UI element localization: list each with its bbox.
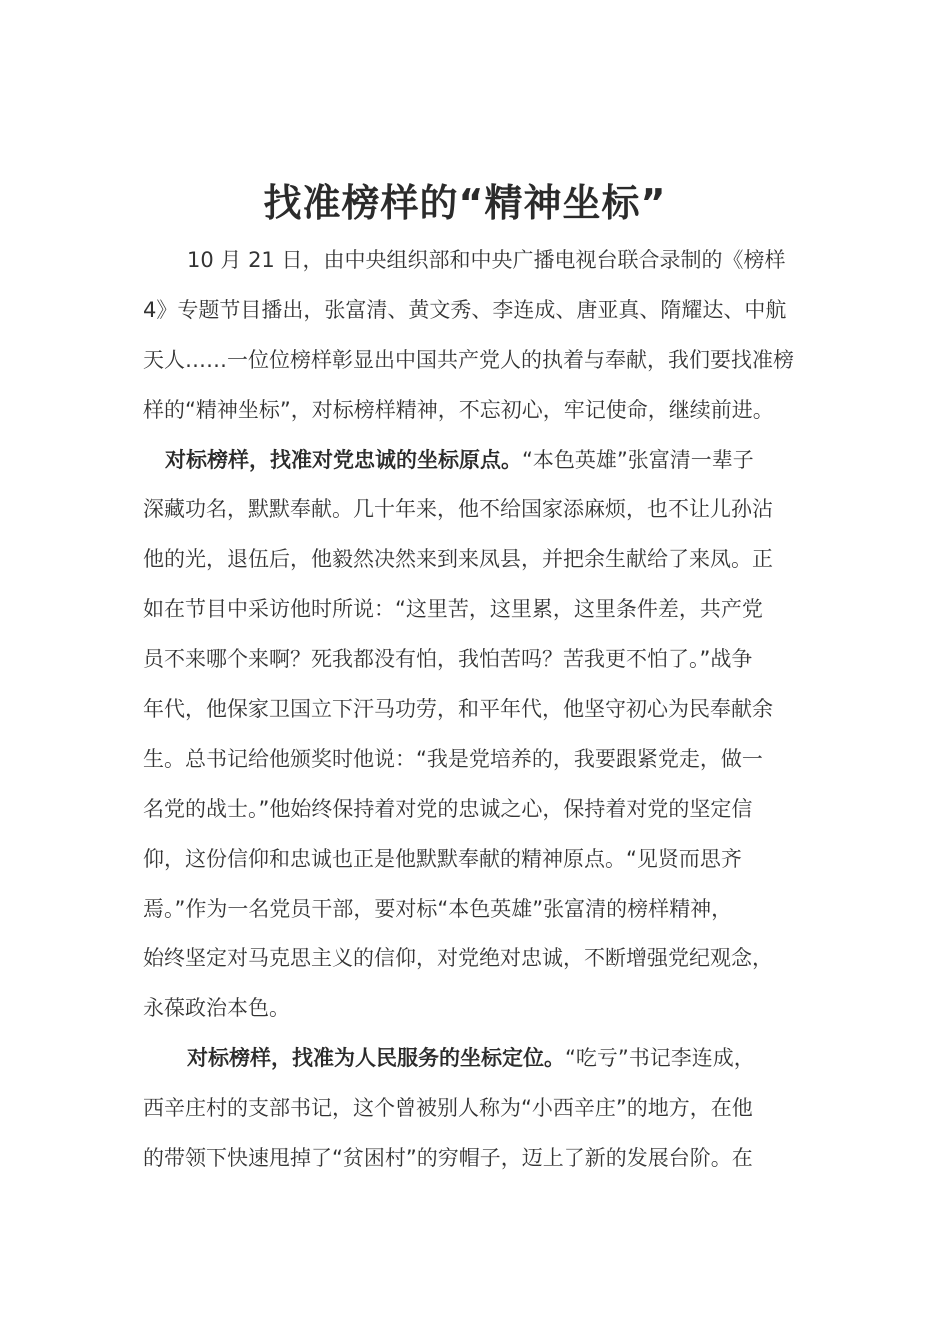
line-text: 样的“精神坐标”，对标榜样精神，不忘初心，牢记使命，继续前进。 <box>143 397 774 422</box>
text-line <box>143 735 808 785</box>
line-text: 天人……一位位榜样彰显出中国共产党人的执着与奉献，我们要找准榜 <box>143 347 794 372</box>
text-line <box>143 835 808 885</box>
line-text: 名党的战士。”他始终保持着对党的忠诚之心，保持着对党的坚定信 <box>143 796 753 821</box>
text-line <box>143 885 808 935</box>
document-title: 找准榜样的“精神坐标” <box>263 181 667 225</box>
line-text: 西辛庄村的支部书记，这个曾被别人称为“小西辛庄”的地方，在他 <box>143 1096 753 1121</box>
line-text: 他的光，退伍后，他毅然决然来到来凤县，并把余生献给了来凤。正 <box>143 547 773 572</box>
line-text: 年代，他保家卫国立下汗马功劳，和平年代，他坚守初心为民奉献余 <box>143 697 773 722</box>
text-line <box>143 436 808 486</box>
line-text: 仰，这份信仰和忠诚也正是他默默奉献的精神原点。“见贤而思齐 <box>143 846 742 871</box>
text-line <box>143 585 808 635</box>
text-line <box>143 535 808 585</box>
text-line <box>143 685 808 735</box>
line-text: 焉。”作为一名党员干部，要对标“本色英雄”张富清的榜样精神， <box>143 896 733 921</box>
line-text: 始终坚定对马克思主义的信仰，对党绝对忠诚，不断增强党纪观念， <box>143 946 773 971</box>
line-text: 员不来哪个来啊？死我都没有怕，我怕苦吗？苦我更不怕了。”战争 <box>143 647 753 672</box>
line-text: 深藏功名，默默奉献。几十年来，他不给国家添麻烦，也不让儿孙沾 <box>143 497 773 522</box>
line-text: 如在节目中采访他时所说：“这里苦，这里累，这里条件差，共产党 <box>143 597 763 622</box>
line-text: 10 月 21 日，由中央组织部和中央广播电视台联合录制的《榜样 <box>187 248 786 272</box>
line-text: “吃亏”书记李连成， <box>565 1046 755 1071</box>
line-text: “本色英雄”张富清一辈子 <box>522 447 754 472</box>
line-text: 生。总书记给他颁奖时他说：“我是党培养的，我要跟紧党走，做一 <box>143 746 763 771</box>
line-text: 的带领下快速甩掉了“贫困村”的穷帽子，迈上了新的发展台阶。在 <box>143 1146 753 1171</box>
paragraph-heading: 对标榜样，找准对党忠诚的坐标原点。 <box>165 447 522 472</box>
text-line <box>143 1134 808 1184</box>
line-text: 4》专题节目播出，张富清、黄文秀、李连成、唐亚真、隋耀达、中航 <box>143 297 787 322</box>
text-line <box>143 336 808 386</box>
text-line <box>143 386 808 436</box>
text-line <box>143 785 808 835</box>
text-line <box>143 236 808 286</box>
document-body <box>143 236 808 1184</box>
text-line <box>143 1034 808 1084</box>
text-line <box>143 286 808 336</box>
text-line <box>143 1084 808 1134</box>
text-line <box>143 934 808 984</box>
line-text: 永葆政治本色。 <box>143 996 290 1021</box>
text-line <box>143 635 808 685</box>
paragraph-heading: 对标榜样，找准为人民服务的坐标定位。 <box>187 1046 565 1071</box>
text-line <box>143 485 808 535</box>
text-line <box>143 984 808 1034</box>
